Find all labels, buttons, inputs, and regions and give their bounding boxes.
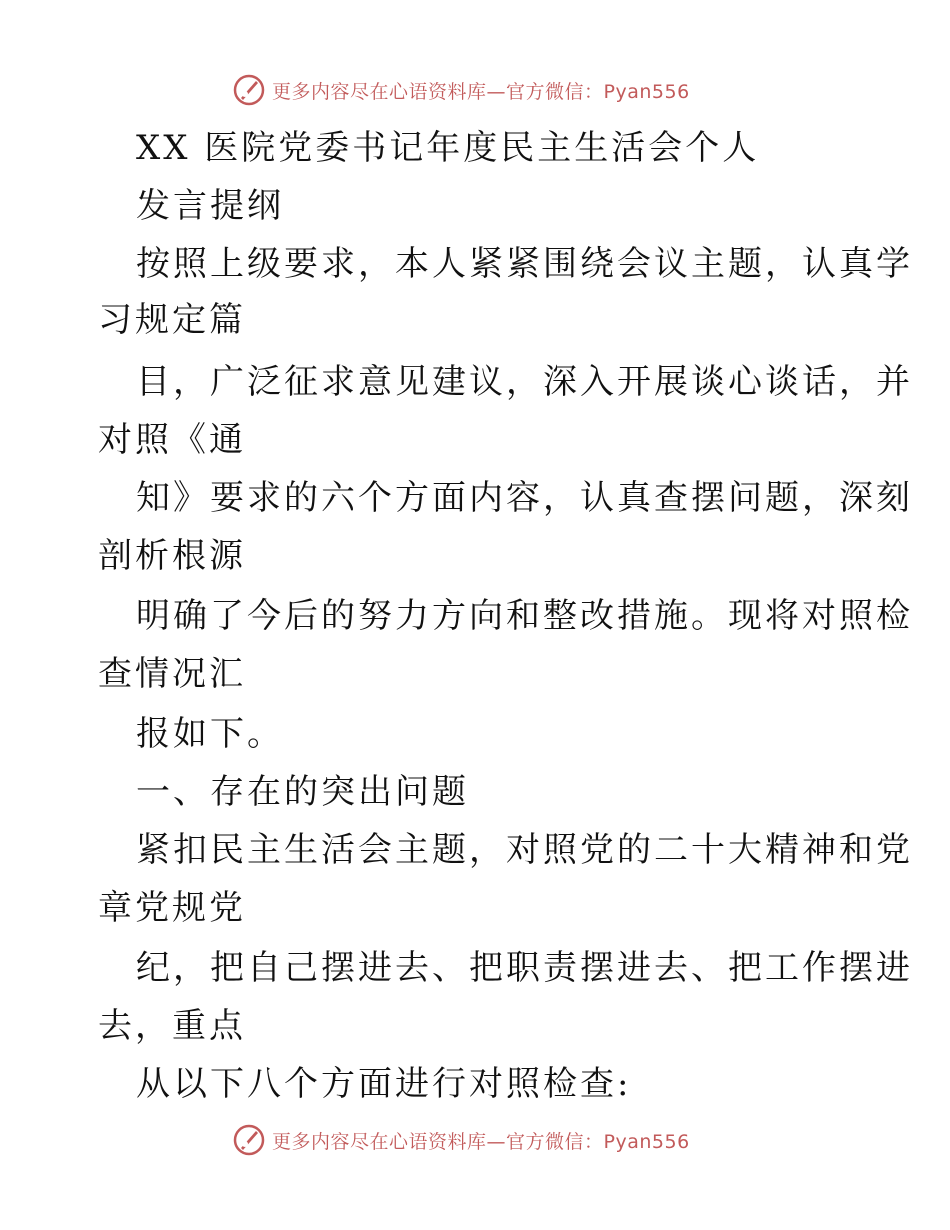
doc-line: 按照上级要求，本人紧紧围绕会议主题，认真学 [136, 244, 913, 284]
watermark-banner-bottom [232, 1122, 690, 1158]
quill-logo-icon [232, 73, 266, 107]
quill-logo-icon [232, 1123, 266, 1157]
doc-line: 紧扣民主生活会主题，对照党的二十大精神和党 [136, 830, 913, 870]
doc-line: 剖析根源 [98, 536, 246, 576]
doc-title-line-2: 发言提纲 [136, 186, 284, 226]
doc-line: 习规定篇 [98, 300, 246, 340]
doc-line: 目，广泛征求意见建议，深入开展谈心谈话，并 [136, 362, 913, 402]
doc-line: 明确了今后的努力方向和整改措施。现将对照检 [136, 596, 913, 636]
doc-line: 对照《通 [98, 420, 246, 460]
doc-line: 从以下八个方面进行对照检查: [136, 1064, 632, 1104]
doc-title-line-1: XX 医院党委书记年度民主生活会个人 [136, 128, 760, 168]
section-heading: 一、存在的突出问题 [136, 772, 469, 812]
doc-line: 报如下。 [136, 714, 284, 754]
watermark-text: 更多内容尽在心语资料库—官方微信：Pyan556 [272, 1130, 690, 1153]
doc-line: 纪，把自己摆进去、把职责摆进去、把工作摆进 [136, 948, 913, 988]
doc-line: 章党规党 [98, 888, 246, 928]
watermark-banner-top [232, 72, 690, 108]
doc-line: 查情况汇 [98, 654, 246, 694]
doc-line: 知》要求的六个方面内容，认真查摆问题，深刻 [136, 478, 913, 518]
watermark-text: 更多内容尽在心语资料库—官方微信：Pyan556 [272, 80, 690, 103]
doc-line: 去，重点 [98, 1006, 246, 1046]
